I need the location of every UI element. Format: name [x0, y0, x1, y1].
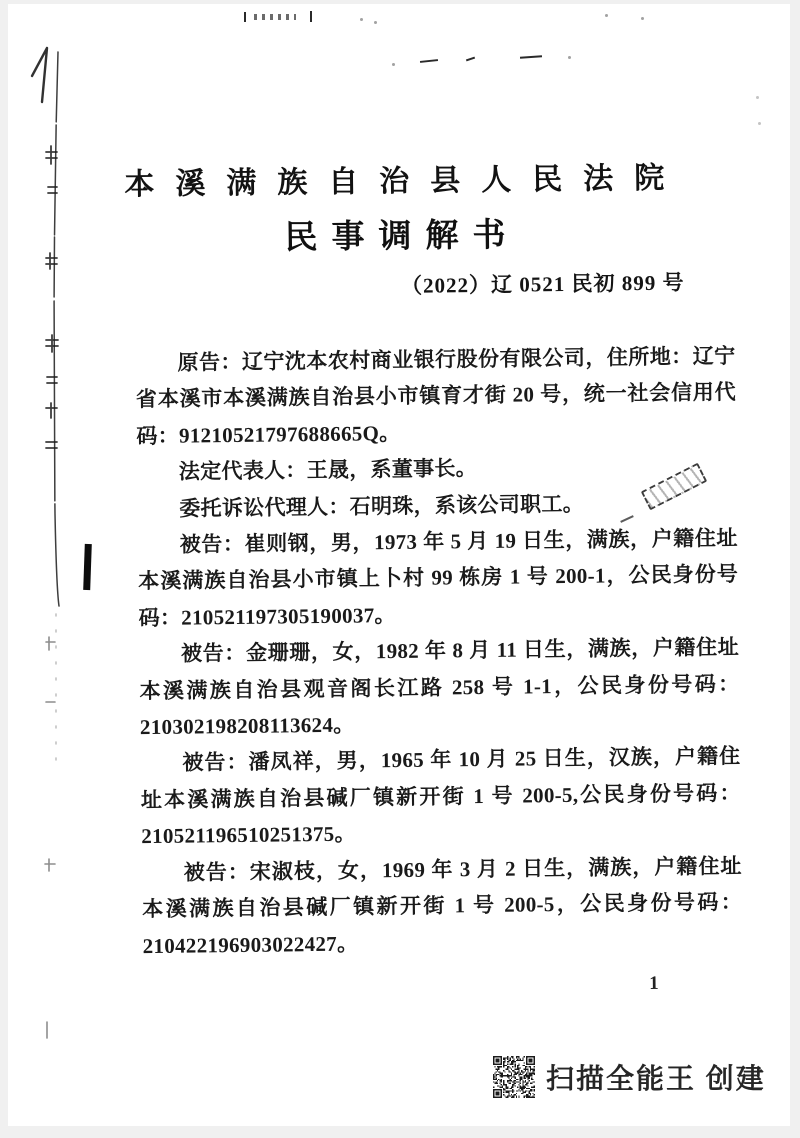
document-paragraph: 被告：崔则钢，男，1973 年 5 月 19 日生，满族，户籍住址本溪满族自治县小市镇上卜村 99 栋房 1 号 200-1，公民身份号码：210521197305190037。: [138, 525, 739, 631]
document-type-title: 民事调解书: [284, 217, 520, 257]
document-paragraph: 原告：辽宁沈本农村商业银行股份有限公司，住所地：辽宁省本溪市本溪满族自治县小市镇育才街 20 号，统一社会信用代码：91210521797688665Q。: [135, 343, 737, 449]
court-name-title: 本溪满族自治县人民法院: [124, 161, 686, 202]
document-paragraph: 委托诉讼代理人：石明珠，系该公司职工。: [179, 491, 585, 521]
qr-code-icon: [493, 1056, 535, 1098]
document-body: [135, 338, 743, 964]
document-page: [8, 4, 790, 1126]
document-paragraph: 被告：潘凤祥，男，1965 年 10 月 25 日生，汉族，户籍住址本溪满族自治县碱厂镇新开街 1 号 200-5,公民身份号码：210521196510251375。: [140, 744, 741, 849]
document-paragraph: 被告：金珊珊，女，1982 年 8 月 11 日生，满族，户籍住址本溪满族自治县观音阁长江路 258 号 1-1，公民身份号码：210302198208113624。: [139, 635, 740, 740]
scanner-watermark: [493, 1056, 766, 1098]
scanner-watermark-text: 扫描全能王 创建: [546, 1063, 766, 1094]
page-number: 1: [649, 972, 659, 994]
document-paragraph: 被告：宋淑枝，女，1969 年 3 月 2 日生，满族，户籍住址本溪满族自治县碱厂镇新开街 1 号 200-5，公民身份号码：210422196903022427。: [142, 853, 743, 958]
document-paragraph: 法定代表人：王晟，系董事长。: [178, 456, 478, 484]
document-content: [1, 0, 797, 1131]
case-number: （2022）辽 0521 民初 899 号: [400, 270, 685, 298]
